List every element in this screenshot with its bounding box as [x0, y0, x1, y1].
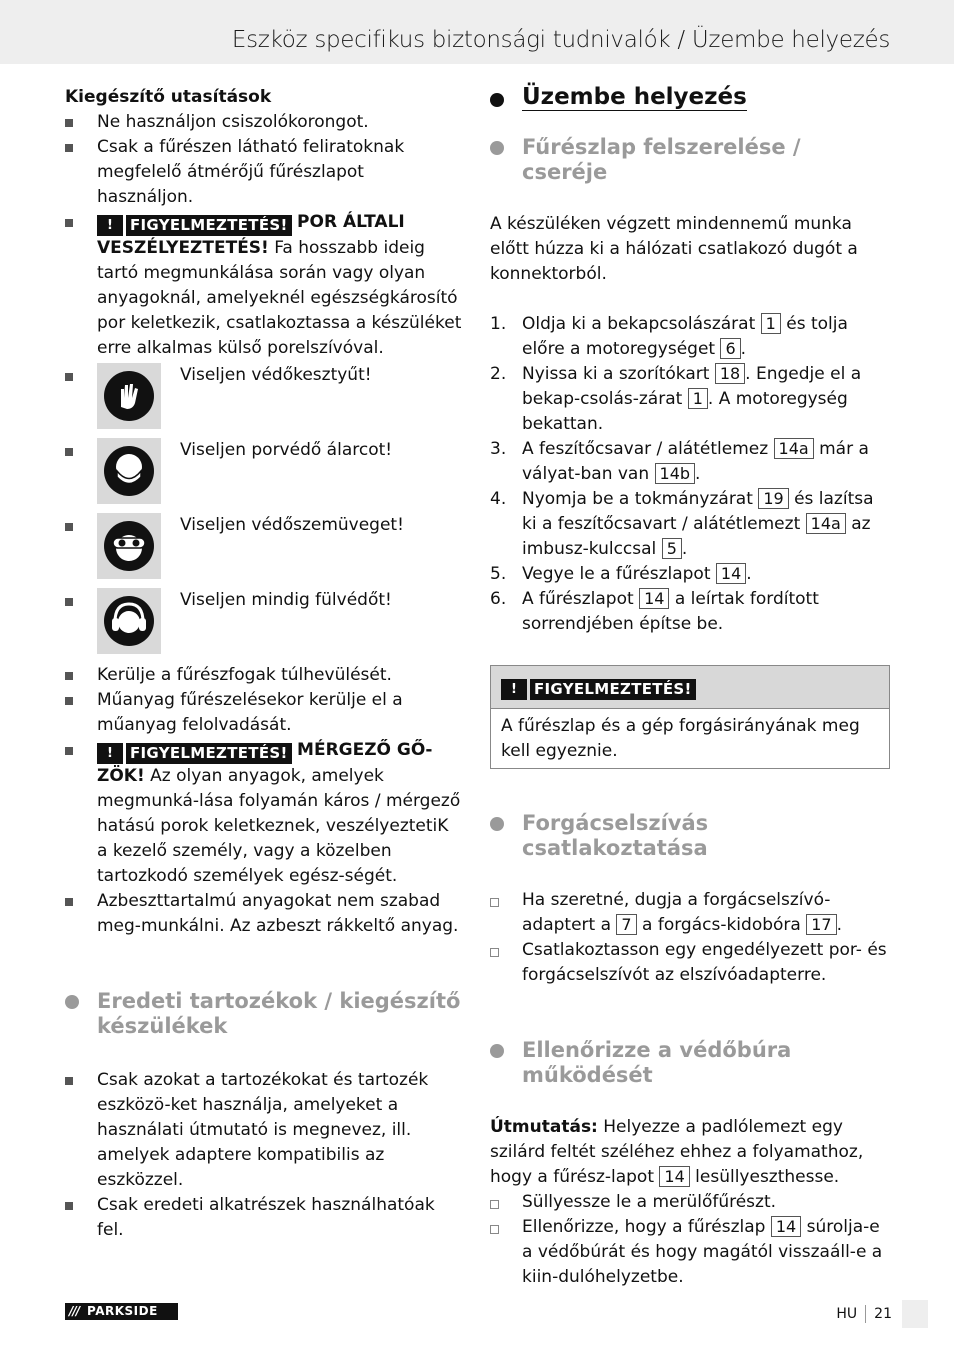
list-item: Ne használjon csiszolókorongot. — [65, 110, 463, 135]
list-item: Csatlakoztasson egy engedélyezett por- és forgácselszívót az elszívóadapterre. — [490, 938, 890, 988]
ear-protection-icon — [97, 588, 161, 654]
list-item: Csak azokat a tartozékokat és tartozék eszközö-ket használja, amelyeket a használati útmutató is megnevez, ill. amelyek adaptere kompatibilis az eszközzel. — [65, 1068, 463, 1193]
list-item: Csak a fűrészen látható feliratoknak megfelelő átmérőjű fűrészlapot használjon. — [65, 135, 463, 210]
warning-badge: ! FIGYELMEZTETÉS! — [97, 215, 292, 236]
list-item: 4. Nyomja be a tokmányzárat 19 és lazítsa ki a feszítőcsavart / alátétlemezt 14a az imbusz-kulccsal 5 . — [490, 489, 874, 559]
list-item: Viseljen védőszemüveget! — [65, 513, 463, 588]
page-header — [0, 0, 954, 64]
list-item: Csak eredeti alkatrészek használhatóak fel. — [65, 1193, 463, 1243]
list-item: ! FIGYELMEZTETÉS! MÉRGEZŐ GŐ-ZÖK! Az olyan anyagok, amelyek megmunká-lása folyamán káros / mérgező hatású porok keletkeznek, veszélyeztetiK a kezelő személy, vagy a közelben tartozkodó személyek egész-ségét. — [65, 738, 463, 889]
page-number — [836, 1305, 892, 1323]
language-code: HU — [836, 1306, 858, 1322]
list-item: Műanyag fűrészelésekor kerülje el a műanyag felolvadását. — [65, 688, 463, 738]
list-item: 3. A feszítőcsavar / alátétlemez 14a már a vályat-ban van 14b . — [490, 439, 869, 484]
section-title-accessories: Eredeti tartozékok / kiegészítő készülékek — [65, 989, 463, 1039]
list-item: Viseljen védőkesztyűt! — [65, 363, 463, 438]
list-item: Kerülje a fűrészfogak túlhevülését. — [65, 663, 463, 688]
list-item: 5. Vegye le a fűrészlapot 14 . — [490, 564, 752, 584]
list-item: 1. Oldja ki a bekapcsolászárat 1 és tolja előre a motoregységet 6 . — [490, 314, 848, 359]
header-tab — [902, 0, 928, 64]
intro-paragraph: A készüléken végzett mindennemű munka előtt húzza ki a hálózati csatlakozó dugót a konnektorból. — [490, 214, 858, 284]
page-num: 21 — [874, 1306, 892, 1322]
warning-badge: ! FIGYELMEZTETÉS! — [97, 743, 292, 764]
list-item: 2. Nyissa ki a szorítókart 18 . Engedje el a bekap-csolás-zárat 1 . A motoregység bekattan. — [490, 364, 862, 434]
gloves-icon — [97, 363, 161, 429]
warning-triangle-icon: ! — [97, 743, 123, 764]
warning-badge: ! FIGYELMEZTETÉS! — [501, 679, 696, 700]
section-title-guard: Ellenőrizze a védőbúra működését — [490, 1038, 890, 1088]
safety-goggles-icon — [97, 513, 161, 579]
list-item: Ha szeretné, dugja a forgácselszívó-adaptert a 7 a forgács-kidobóra 17 . — [490, 888, 890, 938]
note-paragraph: Útmutatás: Helyezze a padlólemezt egy szilárd feltét széléhez ehhez a folyamathoz, hogy a fűrész-lapot 14 lesüllyeszthesse. — [490, 1117, 864, 1187]
warning-box — [490, 665, 890, 769]
section-heading-additional: Kiegészítő utasítások — [65, 87, 272, 107]
page-title: Eszköz specifikus biztonsági tudnivalók / Üzembe helyezés — [231, 27, 890, 53]
steps-list — [490, 312, 890, 637]
warning-triangle-icon: ! — [501, 679, 527, 700]
section-title-blade: Fűrészlap felszerelése / cseréje — [490, 135, 890, 185]
warning-text: A fűrészlap és a gép forgásirányának meg kell egyeznie. — [501, 716, 860, 761]
main-section-title: Üzembe helyezés — [490, 85, 890, 110]
list-item: ! FIGYELMEZTETÉS! POR ÁLTALI VESZÉLYEZTETÉS! Fa hosszabb ideig tartó megmunkálása során vagy olyan anyagoknál, amelyeknél egészségkárosító por keletkezik, csatlakoztassa a készüléket erre alkalmas külső porelszívóval. — [65, 210, 463, 361]
left-column — [65, 85, 463, 1243]
list-item: 6. A fűrészlapot 14 a leírtak fordított sorrendjében építse be. — [490, 589, 819, 634]
footer-tab — [902, 1300, 928, 1328]
warning-triangle-icon: ! — [97, 215, 123, 236]
list-item: Azbeszttartalmú anyagokat nem szabad meg-munkálni. Az azbeszt rákkeltő anyag. — [65, 889, 463, 939]
list-item: Viseljen mindig fülvédőt! — [65, 588, 463, 663]
right-column — [490, 85, 890, 1290]
dust-mask-icon — [97, 438, 161, 504]
list-item: Ellenőrizze, hogy a fűrészlap 14 súrolja-e a védőbúrát és hogy magától visszaáll-e a kiin-dulóhelyzetbe. — [490, 1215, 890, 1290]
parkside-logo: /// PARKSIDE — [65, 1303, 178, 1320]
list-item: Viseljen porvédő álarcot! — [65, 438, 463, 513]
section-title-dust: Forgácselszívás csatlakoztatása — [490, 811, 890, 861]
list-item: Süllyessze le a merülőfűrészt. — [490, 1190, 890, 1215]
